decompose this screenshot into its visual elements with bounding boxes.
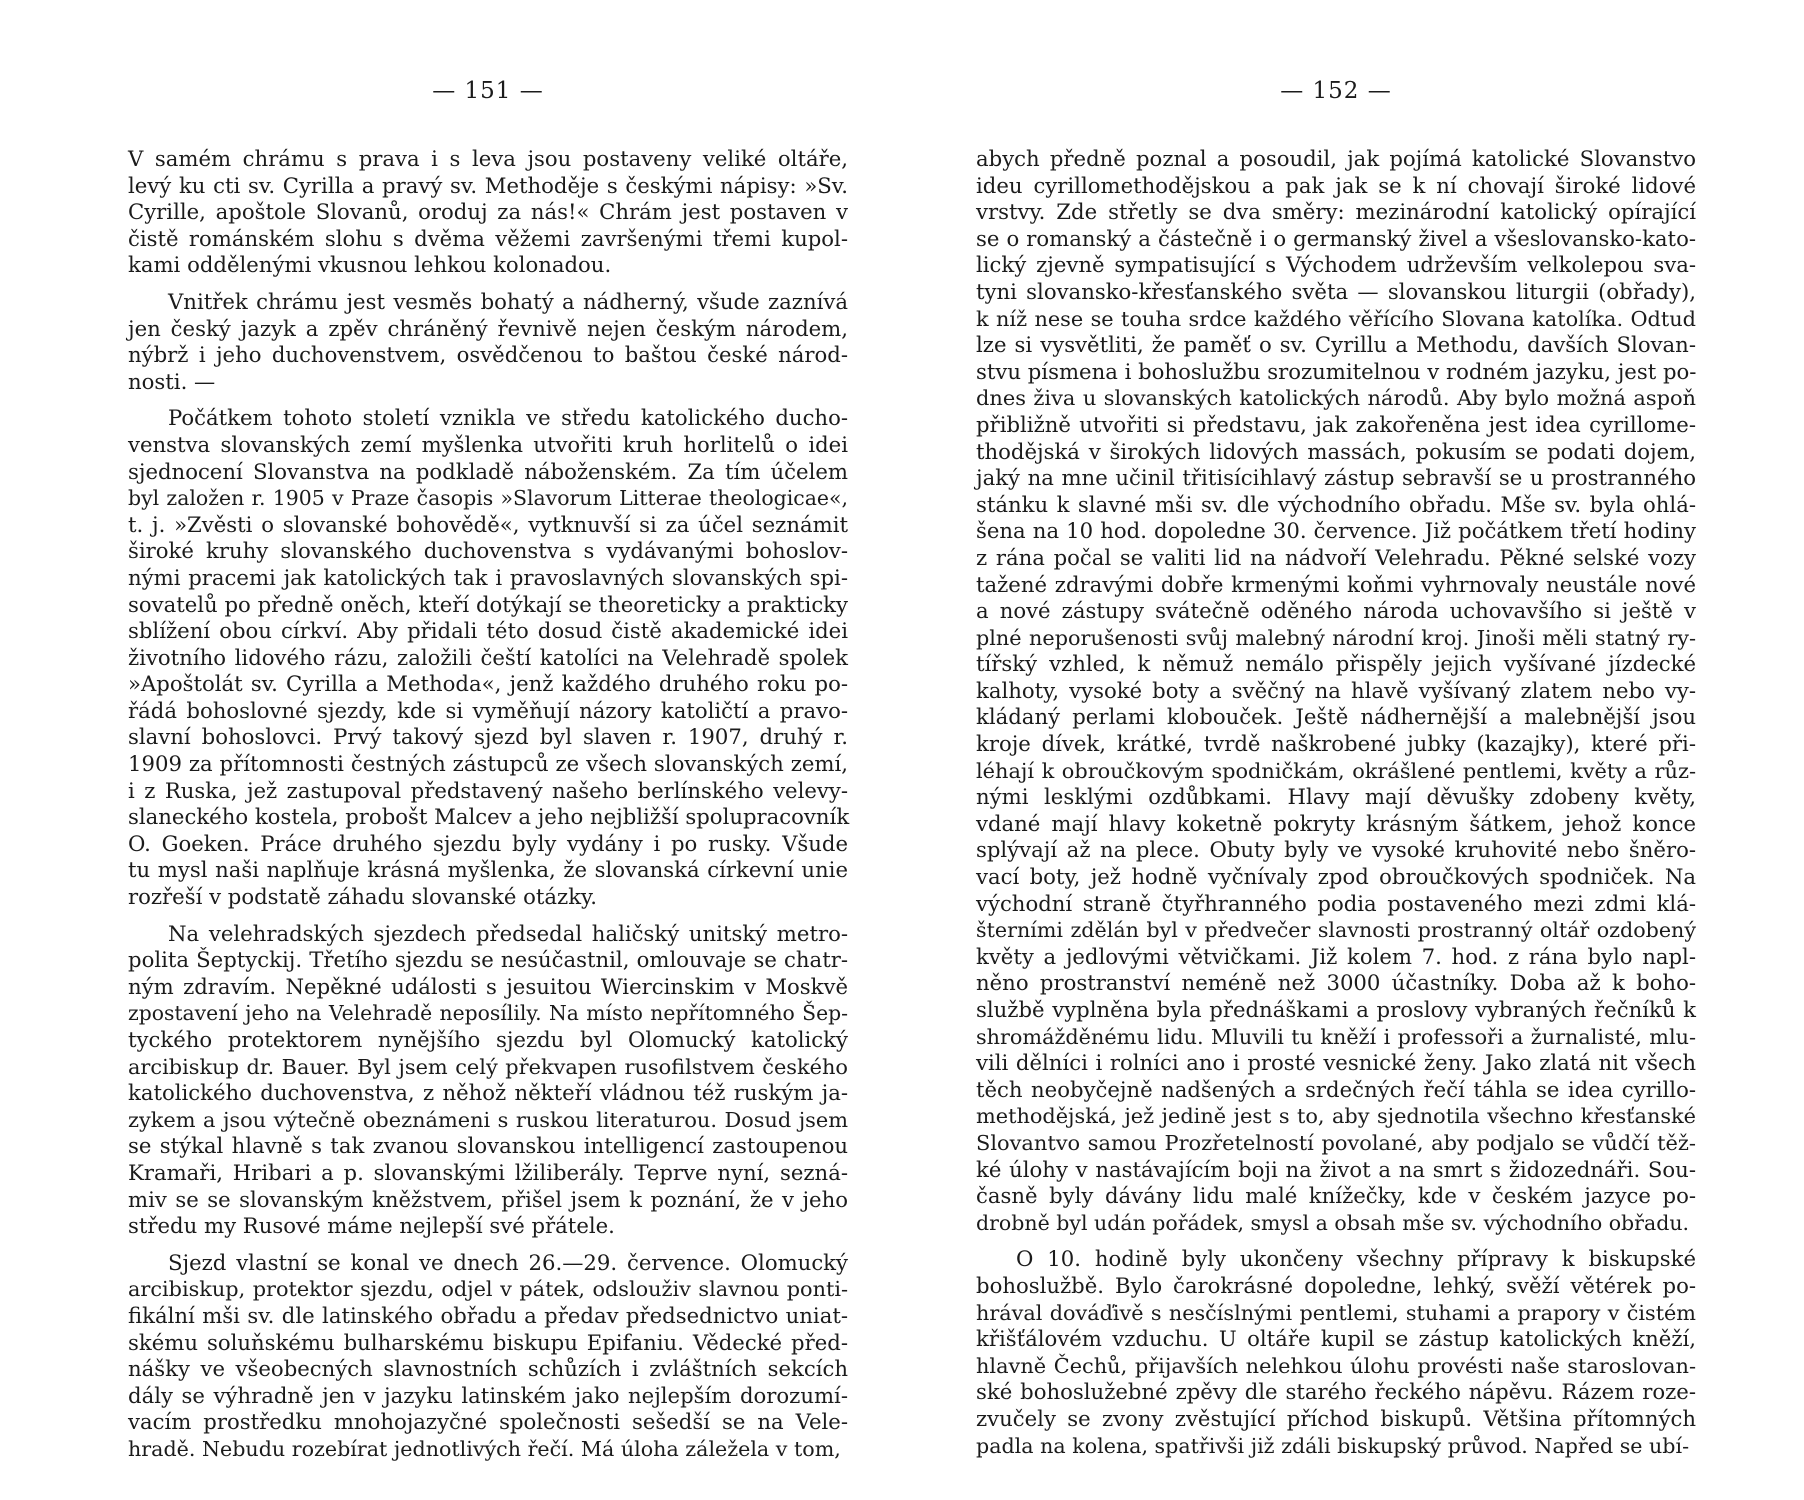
text-line: kroje dívek, krátké, tvrdě naškrobené jubky (kazajky), které při- bbox=[976, 731, 1696, 757]
text-line: křišťálovém vzduchu. U oltáře kupil se zástup katolických kněží, bbox=[976, 1326, 1696, 1352]
text-line: zykem a jsou výtečně obeznámeni s ruskou literaturou. Dosud jsem bbox=[128, 1107, 848, 1132]
text-line: z rána počal se valiti lid na nádvoří Velehradu. Pěkné selské vozy bbox=[976, 544, 1696, 570]
text-line: venstva slovanských zemí myšlenka utvořiti kruh horlitelů o idei bbox=[128, 431, 848, 457]
text-line: miv se se slovanským kněžstvem, přišel jsem k poznání, že v jeho bbox=[128, 1186, 848, 1212]
text-line: tyni slovansko-křesťanského světa — slovanskou liturgii (obřady), bbox=[976, 278, 1696, 304]
text-line: něno prostranství neméně než 3000 účastníky. Doba až k boho- bbox=[976, 970, 1696, 996]
text-line: nými lesklými ozdůbkami. Hlavy mají děvušky zdobeny květy, bbox=[976, 784, 1696, 810]
text-line: bohoslužbě. Bylo čarokrásné dopoledne, lehký, svěží větérek po- bbox=[976, 1272, 1696, 1298]
text-line: těch neobyčejně nadšených a srdečných řečí táhla se idea cyrillo- bbox=[976, 1076, 1696, 1102]
text-line: k níž nese se touha srdce každého věřícího Slovana katolíka. Odtud bbox=[976, 306, 1696, 331]
text-line: katolického duchovenstva, z něhož někteří vládnou též ruským ja- bbox=[128, 1080, 848, 1106]
text-line: stvu písmena i bohoslužbu srozumitelnou v rodném jazyku, jest po- bbox=[976, 358, 1697, 384]
text-line: časně byly dávány lidu malé knížečky, kde v českém jazyce po- bbox=[976, 1183, 1696, 1209]
right-page-text bbox=[976, 146, 1696, 1459]
text-line: hrával dováďivě s nesčíslnými pentlemi, stuhami a prapory v čistém bbox=[976, 1300, 1696, 1325]
text-line: vací boty, jež hodně vyčnívaly zpod obroučkových spodniček. Na bbox=[976, 864, 1696, 890]
page-number: — 152 — bbox=[1280, 78, 1392, 104]
text-line: stánku k slavné mši sv. dle východního obřadu. Mše sv. byla ohlá- bbox=[976, 491, 1696, 517]
text-line: východní straně čtyřhranného podia postaveného mezi zdmi klá- bbox=[976, 890, 1696, 916]
text-line: životního lidového rázu, založili čeští katolíci na Velehradě spolek bbox=[128, 644, 848, 670]
text-line: tu mysl naši naplňuje krásná myšlenka, že slovanská církevní unie bbox=[128, 857, 848, 883]
text-line: thodějská v širokých lidových massách, pokusím se podati dojem, bbox=[976, 438, 1696, 464]
text-line: sovatelů po předně oněch, kteří dotýkají se theoreticky a prakticky bbox=[128, 591, 848, 617]
text-line: arcibiskup, protektor sjezdu, odjel v pátek, odslouživ slavnou ponti- bbox=[128, 1277, 848, 1302]
text-line: léhají k obroučkovým spodničkám, okrášlené pentlemi, květy a růz- bbox=[976, 758, 1696, 783]
text-line: řádá bohoslovné sjezdy, kde si vyměňují názory katoličtí a pravo- bbox=[128, 697, 848, 723]
paragraph bbox=[976, 1246, 1696, 1459]
text-line: kládaný perlami klobouček. Ještě nádhernější a malebnější jsou bbox=[976, 704, 1696, 730]
text-line: Cyrille, apoštole Slovanů, oroduj za nás!« Chrám jest postaven v bbox=[128, 199, 848, 225]
text-line: byl založen r. 1905 v Praze časopis »Slavorum Litterae theologicae«, bbox=[128, 486, 848, 511]
text-line: padla na kolena, spatřivši již zdáli biskupský průvod. Napřed se ubí- bbox=[976, 1433, 1690, 1458]
text-line: květy a jedlovými větvičkami. Již kolem 7. hod. z rána bylo napl- bbox=[976, 943, 1696, 969]
text-line: středu my Rusové máme nejlepší své přátele. bbox=[128, 1213, 615, 1239]
text-line: ným zdravím. Nepěkné události s jesuitou Wiercinskim v Moskvě bbox=[128, 973, 848, 999]
text-line: hlavně Čechů, přijavších nelehkou úlohu provésti naše staroslovan- bbox=[976, 1353, 1696, 1378]
paragraph bbox=[128, 921, 848, 1240]
paragraph bbox=[128, 405, 848, 910]
text-line: šena na 10 hod. dopoledne 30. července. Již počátkem třetí hodiny bbox=[976, 518, 1696, 544]
text-line: kalhoty, vysoké boty a svěčný na hlavě vyšívaný zlatem nebo vy- bbox=[976, 677, 1696, 703]
text-line: Kramaři, Hribari a p. slovanskými lžiliberály. Teprve nyní, sezná- bbox=[128, 1159, 848, 1185]
text-line: Počátkem tohoto století vznikla ve středu katolického ducho- bbox=[168, 405, 848, 431]
text-line: arcibiskup dr. Bauer. Byl jsem celý překvapen rusofilstvem českého bbox=[128, 1054, 848, 1079]
text-line: široké kruhy slovanského duchovenstva s vydávanými bohoslov- bbox=[128, 538, 848, 564]
text-line: se o romanský a částečně i o germanský živel a všeslovansko-kato- bbox=[976, 225, 1696, 251]
text-line: nými pracemi jak katolických tak i pravoslavných slovanských spi- bbox=[128, 564, 848, 590]
text-line: tířský vzhled, k němuž nemálo přispěly jejich vyšívané jízdecké bbox=[976, 651, 1696, 677]
text-line: nosti. — bbox=[128, 368, 216, 394]
text-line: hradě. Nebudu rozebírat jednotlivých řečí. Má úloha záležela v tom, bbox=[128, 1436, 841, 1461]
text-line: lze si vysvětliti, že paměť o sv. Cyrillu a Methodu, davších Slovan- bbox=[976, 332, 1696, 358]
left-page-text bbox=[128, 146, 848, 1463]
text-line: t. j. »Zvěsti o slovanské bohovědě«, vytknuvší si za účel seznámit bbox=[128, 511, 848, 537]
text-line: 1909 za přítomnosti čestných zástupců ze všech slovanských zemí, bbox=[128, 751, 848, 777]
text-line: shromážděnému lidu. Mluvili tu kněží i professoři a žurnalisté, mlu- bbox=[976, 1024, 1696, 1049]
text-line: jaký na mne učinil třitisícihlavý zástup sebravší se u prostranného bbox=[976, 465, 1696, 491]
text-line: Na velehradských sjezdech předsedal haličský unitský metro- bbox=[168, 920, 848, 946]
text-line: fikální mši sv. dle latinského obřadu a předav předsednictvo uniat- bbox=[128, 1302, 848, 1328]
text-line: a nové zástupy svátečně oděného národa uchovavšího si ještě v bbox=[976, 598, 1696, 624]
text-line: drobně byl udán pořádek, smysl a obsah mše sv. východního obřadu. bbox=[976, 1210, 1690, 1235]
text-line: Slovantvo samou Prozřetelností povolané, aby podjalo se vůdčí těž- bbox=[976, 1130, 1696, 1155]
text-line: vdané mají hlavy koketně pokryty krásným šátkem, jehož konce bbox=[976, 810, 1696, 836]
text-line: dály se výhradně jen v jazyku latinském jako nejlepším dorozumí- bbox=[128, 1382, 848, 1408]
text-line: tažené zdravými dobře krmenými koňmi vyhrnovaly neustále nové bbox=[976, 571, 1696, 597]
text-line: vili dělníci i rolníci ano i prosté vesnické ženy. Jako zlatá nit všech bbox=[976, 1050, 1696, 1076]
text-line: sjednocení Slovanstva na podkladě náboženském. Za tím účelem bbox=[128, 458, 848, 484]
page-number: — 151 — bbox=[432, 78, 544, 104]
text-line: vacím prostředku mnohojazyčné společnosti sešedší se na Vele- bbox=[128, 1409, 848, 1435]
text-line: ideu cyrillomethodějskou a pak jak se k ní chovají široké lidové bbox=[976, 172, 1696, 198]
text-line: kami oddělenými vkusnou lehkou kolonadou. bbox=[128, 252, 612, 278]
text-line: jen český jazyk a zpěv chráněný řevnivě nejen českým národem, bbox=[128, 315, 848, 341]
text-line: přibližně utvořiti si představu, jak zakořeněna jest idea cyrillome- bbox=[976, 411, 1696, 437]
text-line: nášky ve všeobecných slavnostních schůzích i zvláštních sekcích bbox=[128, 1356, 848, 1382]
text-line: slaneckého kostela, probošt Malcev a jeho nejbližší spolupracovník bbox=[128, 804, 850, 830]
text-line: zpostavení jeho na Velehradě neposílily. Na místo nepřítomného Šep- bbox=[128, 1001, 848, 1026]
paragraph bbox=[128, 1250, 848, 1463]
text-line: ské bohoslužebné zpěvy dle starého řeckého nápěvu. Rázem roze- bbox=[976, 1379, 1696, 1405]
text-line: rozřeší v podstatě záhadu slovanské otázky. bbox=[128, 884, 597, 910]
text-line: slavní bohoslovci. Prvý takový sjezd byl slaven r. 1907, druhý r. bbox=[128, 724, 848, 750]
text-line: nýbrž i jeho duchovenstvem, osvědčenou to baštou české národ- bbox=[128, 342, 848, 368]
text-line: O 10. hodině byly ukončeny všechny přípravy k biskupské bbox=[1016, 1246, 1696, 1272]
text-line: »Apoštolát sv. Cyrilla a Methoda«, jenž každého druhého roku po- bbox=[128, 671, 848, 697]
text-line: skému soluňskému bulharskému biskupu Epifaniu. Vědecké před- bbox=[128, 1329, 848, 1355]
text-line: sblížení obou církví. Aby přidali této dosud čistě akademické idei bbox=[128, 618, 848, 644]
text-line: ké úlohy v nastávajícím boji na život a na smrt s židozednáři. Sou- bbox=[976, 1156, 1696, 1182]
text-line: levý ku cti sv. Cyrilla a pravý sv. Methoděje s českými nápisy: »Sv. bbox=[128, 172, 848, 198]
text-line: polita Šeptyckij. Třetího sjezdu se nesúčastnil, omlouvaje se chatr- bbox=[128, 947, 848, 973]
text-line: službě vyplněna byla přednáškami a proslovy vybraných řečníků k bbox=[976, 997, 1696, 1022]
text-line: tyckého protektorem nynějšího sjezdu byl Olomucký katolický bbox=[128, 1027, 848, 1052]
text-line: V samém chrámu s prava i s leva jsou postaveny veliké oltáře, bbox=[128, 146, 848, 171]
text-line: O. Goeken. Práce druhého sjezdu byly vydány i po rusky. Všude bbox=[128, 830, 848, 856]
text-line: splývají až na plece. Obuty byly ve vysoké kruhovité nebo šněro- bbox=[976, 837, 1696, 863]
text-line: čistě románském slohu s dvěma věžemi završenými třemi kupol- bbox=[128, 225, 848, 251]
text-line: šterními zdělán byl v předvečer slavnosti prostranný oltář ozdobený bbox=[976, 918, 1696, 943]
text-line: i z Ruska, jež zastupoval představený našeho berlínského velevy- bbox=[128, 777, 848, 803]
text-line: zvučely se zvony zvěstující příchod biskupů. Většina přítomných bbox=[976, 1405, 1696, 1431]
text-line: Sjezd vlastní se konal ve dnech 26.—29. července. Olomucký bbox=[168, 1249, 848, 1275]
paragraph bbox=[128, 289, 848, 395]
text-line: vrstvy. Zde střetly se dva směry: mezinárodní katolický opírající bbox=[976, 199, 1696, 225]
text-line: abych předně poznal a posoudil, jak pojímá katolické Slovanstvo bbox=[976, 146, 1696, 171]
text-line: dnes živa u slovanských katolických národů. Aby bylo možná aspoň bbox=[976, 386, 1696, 411]
text-line: se stýkal hlavně s tak zvanou slovanskou intelligencí zastoupenou bbox=[128, 1133, 848, 1159]
text-line: plné neporušenosti svůj malebný národní kroj. Jinoši měli statný ry- bbox=[976, 625, 1696, 650]
text-line: lický zjevně sympatisující s Východem udrževším velkolepou sva- bbox=[976, 252, 1696, 278]
paragraph bbox=[128, 146, 848, 279]
text-line: Vnitřek chrámu jest vesměs bohatý a nádherný, všude zaznívá bbox=[168, 288, 848, 314]
text-line: methodějská, jež jedině jest s to, aby sjednotila všechno křesťanské bbox=[976, 1104, 1696, 1129]
paragraph bbox=[976, 146, 1696, 1236]
